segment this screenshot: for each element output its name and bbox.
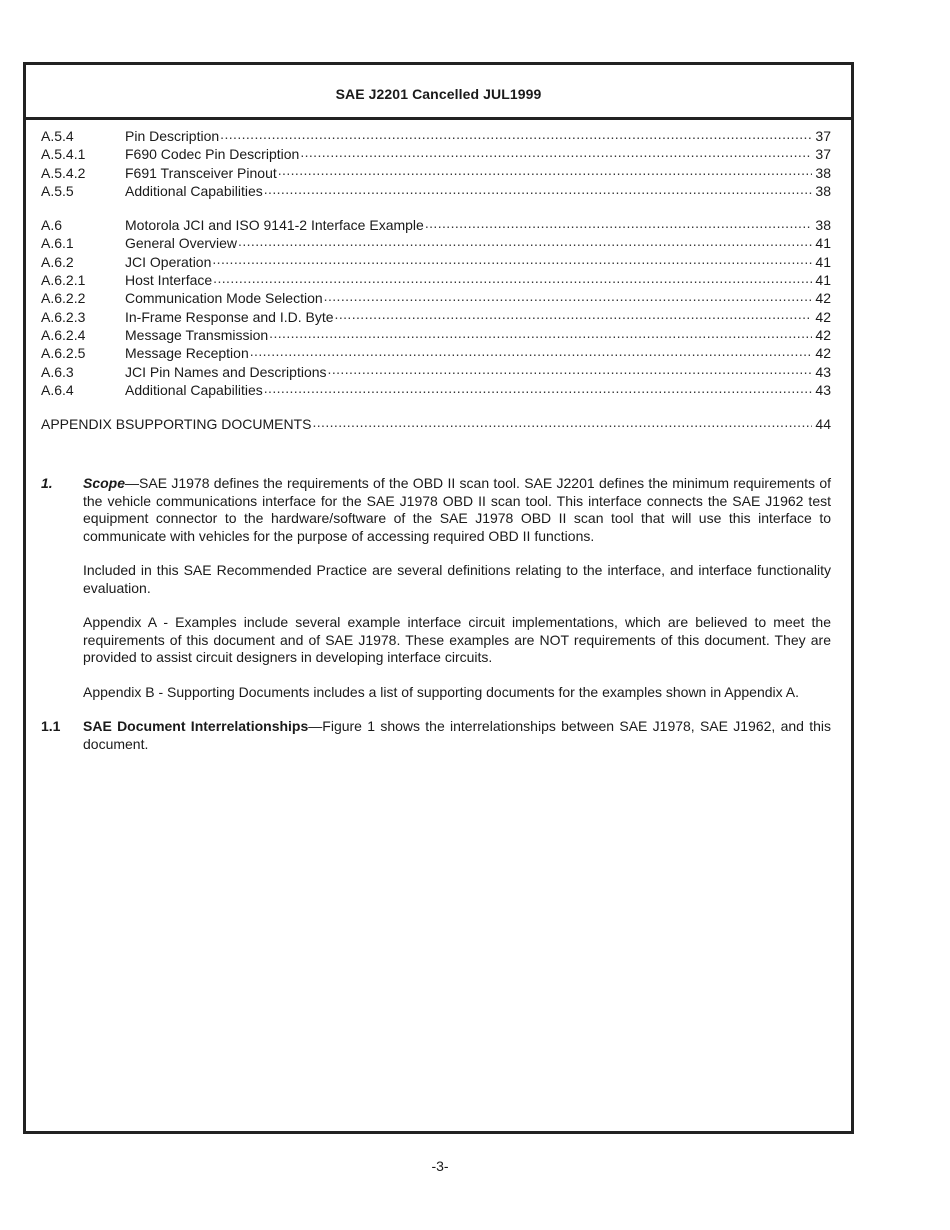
paragraph-text: —Figure 1 shows the interrelationships between SAE J1978, SAE J1962, and this document. bbox=[83, 718, 832, 752]
toc-title: Pin Description bbox=[125, 128, 220, 144]
toc-number: A.6 bbox=[41, 217, 63, 234]
toc-number: A.6.2.2 bbox=[41, 290, 86, 307]
toc-title: Host Interface bbox=[125, 272, 213, 289]
document-title: SAE J2201 Cancelled JUL1999 bbox=[335, 86, 542, 102]
toc-leader bbox=[300, 145, 812, 159]
toc-row[interactable] bbox=[41, 253, 831, 271]
section-body bbox=[83, 718, 831, 753]
toc-page: 38 bbox=[815, 182, 831, 199]
toc-number: A.5.4.1 bbox=[41, 146, 86, 163]
section-number: 1.1 bbox=[41, 718, 61, 734]
toc-page: 37 bbox=[815, 146, 831, 163]
toc-title: Message Transmission bbox=[125, 326, 269, 343]
toc-number: A.6.2.1 bbox=[41, 272, 86, 289]
toc-leader bbox=[425, 216, 812, 230]
toc-row[interactable] bbox=[41, 271, 831, 289]
toc-title: JCI Operation bbox=[125, 253, 212, 270]
toc-row[interactable] bbox=[41, 216, 831, 234]
toc-page: 42 bbox=[815, 308, 831, 325]
toc-title: APPENDIX BSUPPORTING DOCUMENTS bbox=[41, 416, 312, 433]
toc-page: 41 bbox=[815, 235, 831, 252]
section-interrelationships bbox=[41, 718, 831, 753]
page-frame bbox=[23, 62, 854, 1134]
toc-title: In-Frame Response and I.D. Byte bbox=[125, 308, 334, 325]
toc-leader bbox=[328, 363, 812, 377]
toc-leader bbox=[278, 164, 812, 178]
toc-page: 42 bbox=[815, 326, 831, 343]
toc-row[interactable] bbox=[41, 145, 831, 163]
toc-title: Communication Mode Selection bbox=[125, 290, 323, 307]
toc-row[interactable] bbox=[41, 363, 831, 381]
toc-title: General Overview bbox=[125, 235, 238, 252]
body-text bbox=[41, 475, 831, 753]
toc-title: Message Reception bbox=[125, 345, 249, 362]
toc-row[interactable] bbox=[41, 127, 831, 145]
toc-row[interactable] bbox=[41, 381, 831, 399]
toc-title: JCI Pin Names and Descriptions bbox=[125, 363, 327, 380]
toc-number: A.6.2.3 bbox=[41, 308, 86, 325]
paragraph bbox=[83, 475, 831, 545]
toc-leader bbox=[335, 308, 812, 322]
page-number: -3- bbox=[431, 1158, 449, 1174]
toc-leader bbox=[264, 182, 812, 196]
toc-number: A.5.4.2 bbox=[41, 164, 86, 181]
toc-number: A.5.4 bbox=[41, 128, 74, 144]
toc-page: 42 bbox=[815, 345, 831, 362]
paragraph: Included in this SAE Recommended Practice are several definitions relating to the interface, and interface functionality evaluation. bbox=[83, 562, 831, 596]
toc-leader bbox=[238, 234, 812, 248]
section-heading: SAE Document Interrelationships bbox=[83, 718, 309, 734]
paragraph bbox=[83, 718, 831, 753]
toc-page: 42 bbox=[815, 290, 831, 307]
toc-number: A.6.2.4 bbox=[41, 326, 86, 343]
toc-title: Motorola JCI and ISO 9141-2 Interface Example bbox=[125, 217, 424, 234]
toc-row[interactable] bbox=[41, 234, 831, 252]
toc-row[interactable] bbox=[41, 326, 831, 344]
section-body bbox=[83, 475, 831, 701]
toc-number: A.6.2.5 bbox=[41, 345, 86, 362]
toc-page: 44 bbox=[815, 416, 831, 433]
toc-title: Additional Capabilities bbox=[125, 182, 263, 199]
table-of-contents bbox=[41, 127, 831, 433]
toc-page: 41 bbox=[815, 272, 831, 289]
toc-leader bbox=[212, 253, 812, 267]
toc-leader bbox=[220, 127, 812, 141]
toc-leader bbox=[250, 344, 812, 358]
toc-group-a6 bbox=[41, 216, 831, 399]
section-heading: Scope bbox=[83, 475, 126, 491]
toc-number: A.5.5 bbox=[41, 182, 74, 199]
toc-number: A.6.4 bbox=[41, 381, 74, 398]
toc-row[interactable] bbox=[41, 182, 831, 200]
toc-row[interactable] bbox=[41, 289, 831, 307]
header-band bbox=[26, 65, 851, 120]
toc-number: A.6.1 bbox=[41, 235, 74, 252]
toc-title: F691 Transceiver Pinout bbox=[125, 164, 277, 181]
toc-page: 38 bbox=[815, 164, 831, 181]
toc-group-a5 bbox=[41, 127, 831, 200]
toc-leader bbox=[324, 289, 812, 303]
toc-title: Additional Capabilities bbox=[125, 381, 263, 398]
toc-page: 41 bbox=[815, 253, 831, 270]
toc-row[interactable] bbox=[41, 164, 831, 182]
toc-page: 43 bbox=[815, 363, 831, 380]
toc-leader bbox=[312, 415, 812, 429]
toc-leader bbox=[264, 381, 812, 395]
paragraph: Appendix A - Examples include several example interface circuit implementations, which are believed to meet the requirements of this document and of SAE J1978. These examples are NOT requirements of this document. They are provided to assist circuit designers in developing interface circuits. bbox=[83, 614, 831, 665]
toc-leader bbox=[269, 326, 812, 340]
toc-page: 37 bbox=[815, 128, 831, 144]
toc-page: 43 bbox=[815, 381, 831, 398]
toc-number: A.6.2 bbox=[41, 253, 74, 270]
section-scope bbox=[41, 475, 831, 701]
toc-number: A.6.3 bbox=[41, 363, 74, 380]
paragraph-text: —SAE J1978 defines the requirements of the OBD II scan tool. SAE J2201 defines the minimum requirements of the vehicle communications interface for the SAE J1978 OBD II scan tool. This interface connects the SAE J1962 test equipment connector to the hardware/software of the SAE J1978 OBD II scan tool that will use this interface to communicate with vehicles for the purpose of accessing required OBD II functions. bbox=[83, 475, 831, 544]
toc-row[interactable] bbox=[41, 308, 831, 326]
toc-title: F690 Codec Pin Description bbox=[125, 146, 300, 163]
toc-leader bbox=[213, 271, 812, 285]
toc-page: 38 bbox=[815, 217, 831, 234]
toc-row[interactable] bbox=[41, 344, 831, 362]
section-number: 1. bbox=[41, 475, 53, 491]
paragraph: Appendix B - Supporting Documents includes a list of supporting documents for the examples shown in Appendix A. bbox=[83, 683, 799, 700]
toc-group-appendix bbox=[41, 415, 831, 433]
toc-row-appendix-b[interactable] bbox=[41, 415, 831, 433]
